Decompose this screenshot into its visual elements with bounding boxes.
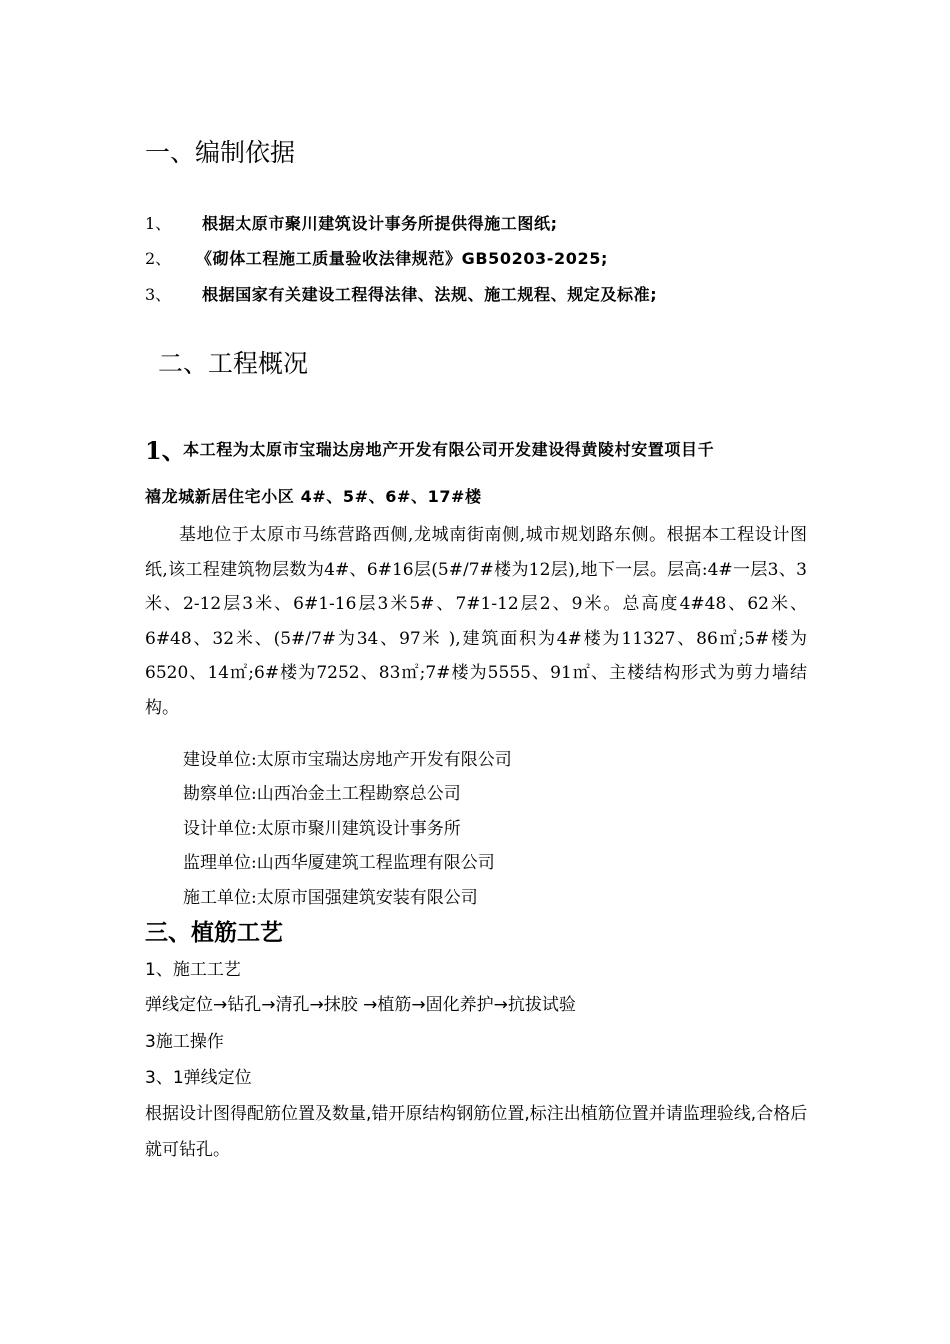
subsection-marking: 3、1弹线定位 xyxy=(145,1068,252,1088)
marking-description: 根据设计图得配筋位置及数量,错开原结构钢筋位置,标注出植筋位置并请监理验线,合格后就可钻孔。 xyxy=(145,1104,808,1160)
subsection-process: 1、施工工艺 xyxy=(145,960,241,980)
unit-supervision: 监理单位:山西华厦建筑工程监理有限公司 xyxy=(183,853,495,873)
unit-design: 设计单位:太原市聚川建筑设计事务所 xyxy=(183,819,461,839)
list-item-text: 根据太原市聚川建筑设计事务所提供得施工图纸; xyxy=(202,214,558,233)
project-description: 基地位于太原市马练营路西侧,龙城南街南侧,城市规划路东侧。根据本工程设计图纸,该工程建筑物层数为4#、6#16层(5#/7#楼为12层),地下一层。层高:4#一层3、3米、2-12层3米、6#1-16层3米5#、7#1-12层2、9米。总高度4#48、62米、6#48、32米、(5#/7#为34、97米 ),建筑面积为4#楼为11327、86㎡;5#楼为6520、14㎡;6#楼为7252、83㎡;7#楼为5555、91㎡、主楼结构形式为剪力墙结构。 xyxy=(145,525,807,718)
list-item-number: 1、 xyxy=(145,214,172,233)
list-item-number: 2、 xyxy=(145,249,172,268)
list-item-text: 根据国家有关建设工程得法律、法规、施工规程、规定及标准; xyxy=(202,285,658,304)
process-flow: 弹线定位→钻孔→清孔→抹胶 →植筋→固化养护→抗拔试验 xyxy=(145,995,576,1015)
unit-survey: 勘察单位:山西冶金土工程勘察总公司 xyxy=(183,784,461,804)
section-heading-basis: 一、编制依据 xyxy=(145,138,296,167)
section-heading-process: 三、植筋工艺 xyxy=(145,920,283,946)
unit-construction: 建设单位:太原市宝瑞达房地产开发有限公司 xyxy=(183,750,512,770)
subsection-operation: 3施工操作 xyxy=(145,1032,224,1052)
list-item-text: 《砌体工程施工质量验收法律规范》GB50203-2025; xyxy=(196,249,608,268)
list-item-number: 3、 xyxy=(145,285,172,304)
unit-builder: 施工单位:太原市国强建筑安装有限公司 xyxy=(183,888,478,908)
subsection-title-line1: 本工程为太原市宝瑞达房地产开发有限公司开发建设得黄陵村安置项目千 xyxy=(183,440,715,459)
section-heading-overview: 二、工程概况 xyxy=(158,349,309,378)
subsection-number: 1、 xyxy=(145,436,186,465)
subsection-title-line2: 禧龙城新居住宅小区 4#、5#、6#、17#楼 xyxy=(145,487,482,506)
